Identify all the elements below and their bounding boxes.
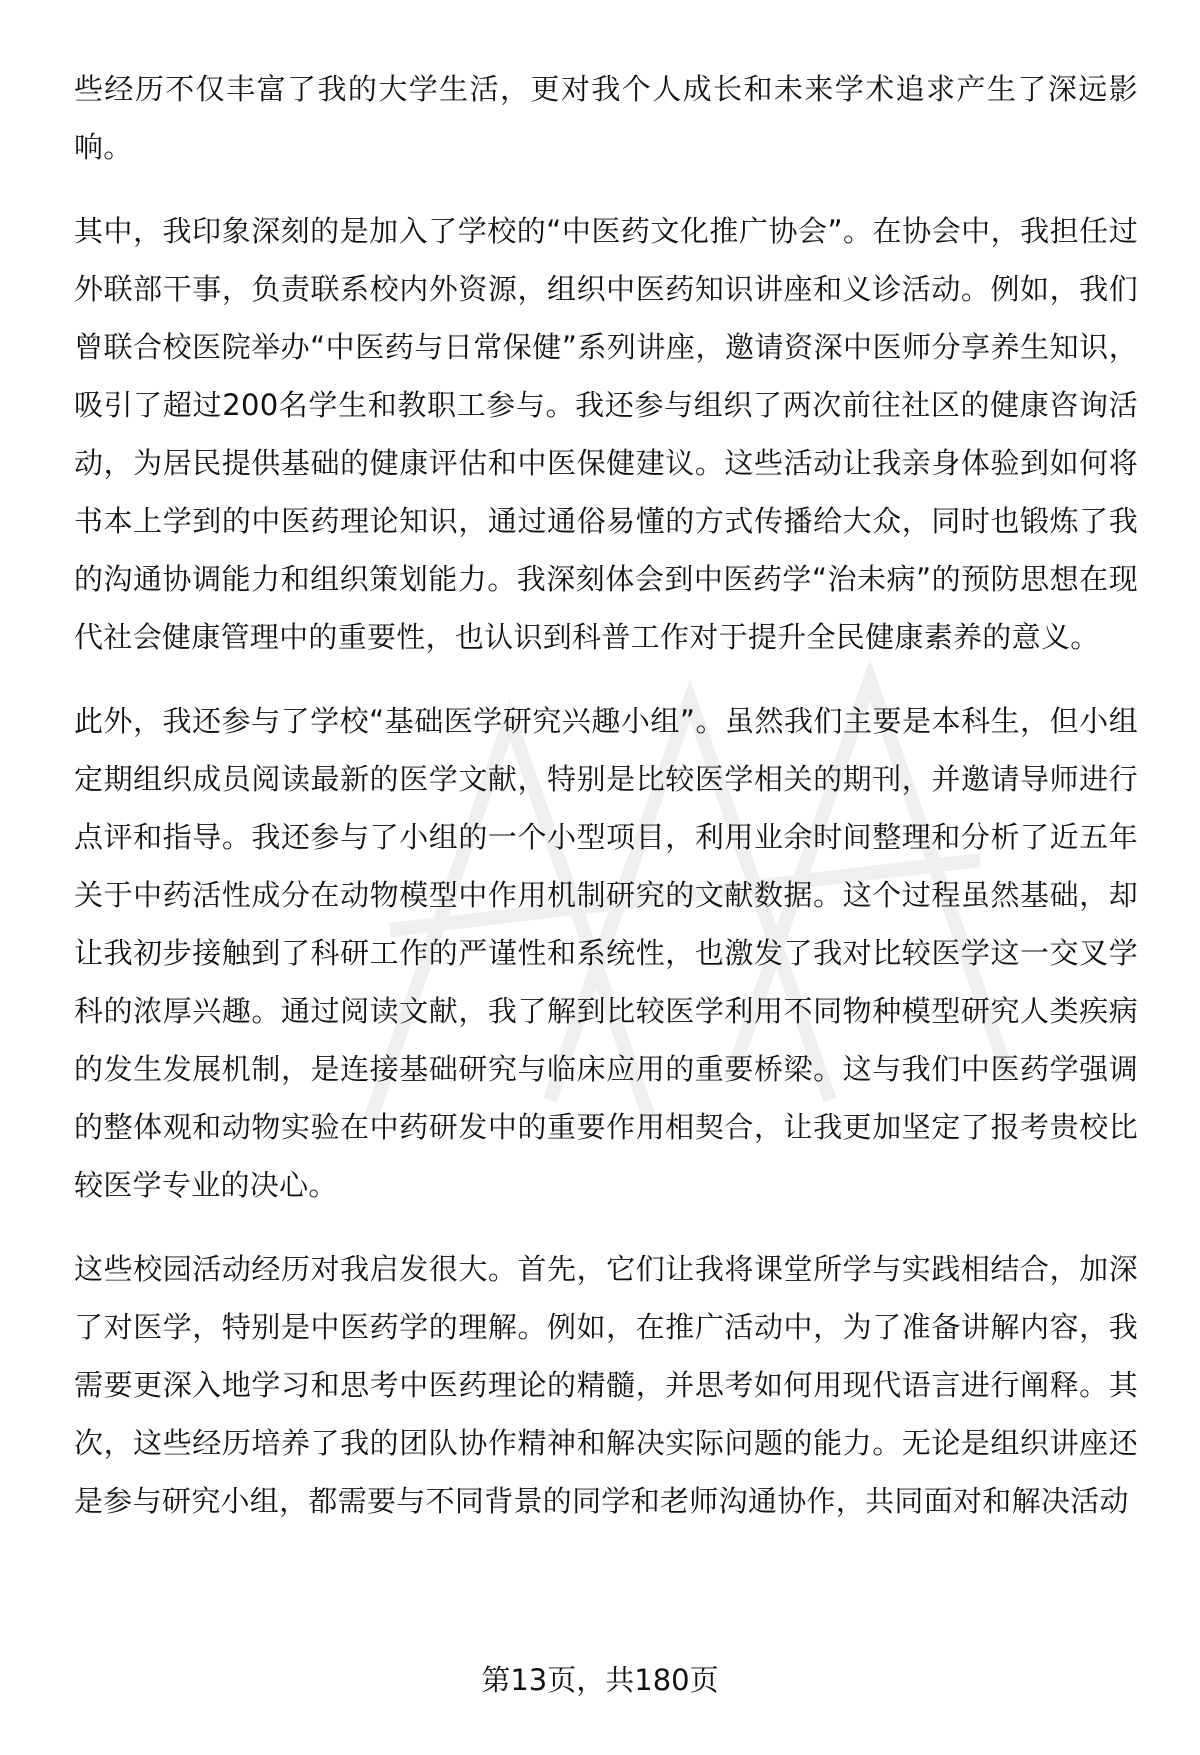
paragraph-3: 此外，我还参与了学校“基础医学研究兴趣小组”。虽然我们主要是本科生，但小组定期组织成员阅读最新的医学文献，特别是比较医学相关的期刊，并邀请导师进行点评和指导。我还参与了小组的一个小型项目，利用业余时间整理和分析了近五年关于中药活性成分在动物模型中作用机制研究的文献数据。这个过程虽然基础，却让我初步接触到了科研工作的严谨性和系统性，也激发了我对比较医学这一交叉学科的浓厚兴趣。通过阅读文献，我了解到比较医学利用不同物种模型研究人类疾病的发生发展机制，是连接基础研究与临床应用的重要桥梁。这与我们中医药学强调的整体观和动物实验在中药研发中的重要作用相契合，让我更加坚定了报考贵校比较医学专业的决心。 (74, 704, 1138, 1202)
paragraph-2: 其中，我印象深刻的是加入了学校的“中医药文化推广协会”。在协会中，我担任过外联部干事，负责联系校内外资源，组织中医药知识讲座和义诊活动。例如，我们曾联合校医院举办“中医药与日常保健”系列讲座，邀请资深中医师分享养生知识，吸引了超过200名学生和教职工参与。我还参与组织了两次前往社区的健康咨询活动，为居民提供基础的健康评估和中医保健建议。这些活动让我亲身体验到如何将书本上学到的中医药理论知识，通过通俗易懂的方式传播给大众，同时也锻炼了我的沟通协调能力和组织策划能力。我深刻体会到中医药学“治未病”的预防思想在现代社会健康管理中的重要性，也认识到科普工作对于提升全民健康素养的意义。 (74, 214, 1138, 654)
page-footer: 第13页，共180页 (481, 1663, 719, 1697)
document-body (74, 60, 1138, 1556)
paragraph-4: 这些校园活动经历对我启发很大。首先，它们让我将课堂所学与实践相结合，加深了对医学，特别是中医药学的理解。例如，在推广活动中，为了准备讲解内容，我需要更深入地学习和思考中医药理论的精髓，并思考如何用现代语言进行阐释。其次，这些经历培养了我的团队协作精神和解决实际问题的能力。无论是组织讲座还是参与研究小组，都需要与不同背景的同学和老师沟通协作，共同面对和解决活动 (74, 1252, 1138, 1518)
paragraph-1: 些经历不仅丰富了我的大学生活，更对我个人成长和未来学术追求产生了深远影响。 (74, 72, 1138, 164)
